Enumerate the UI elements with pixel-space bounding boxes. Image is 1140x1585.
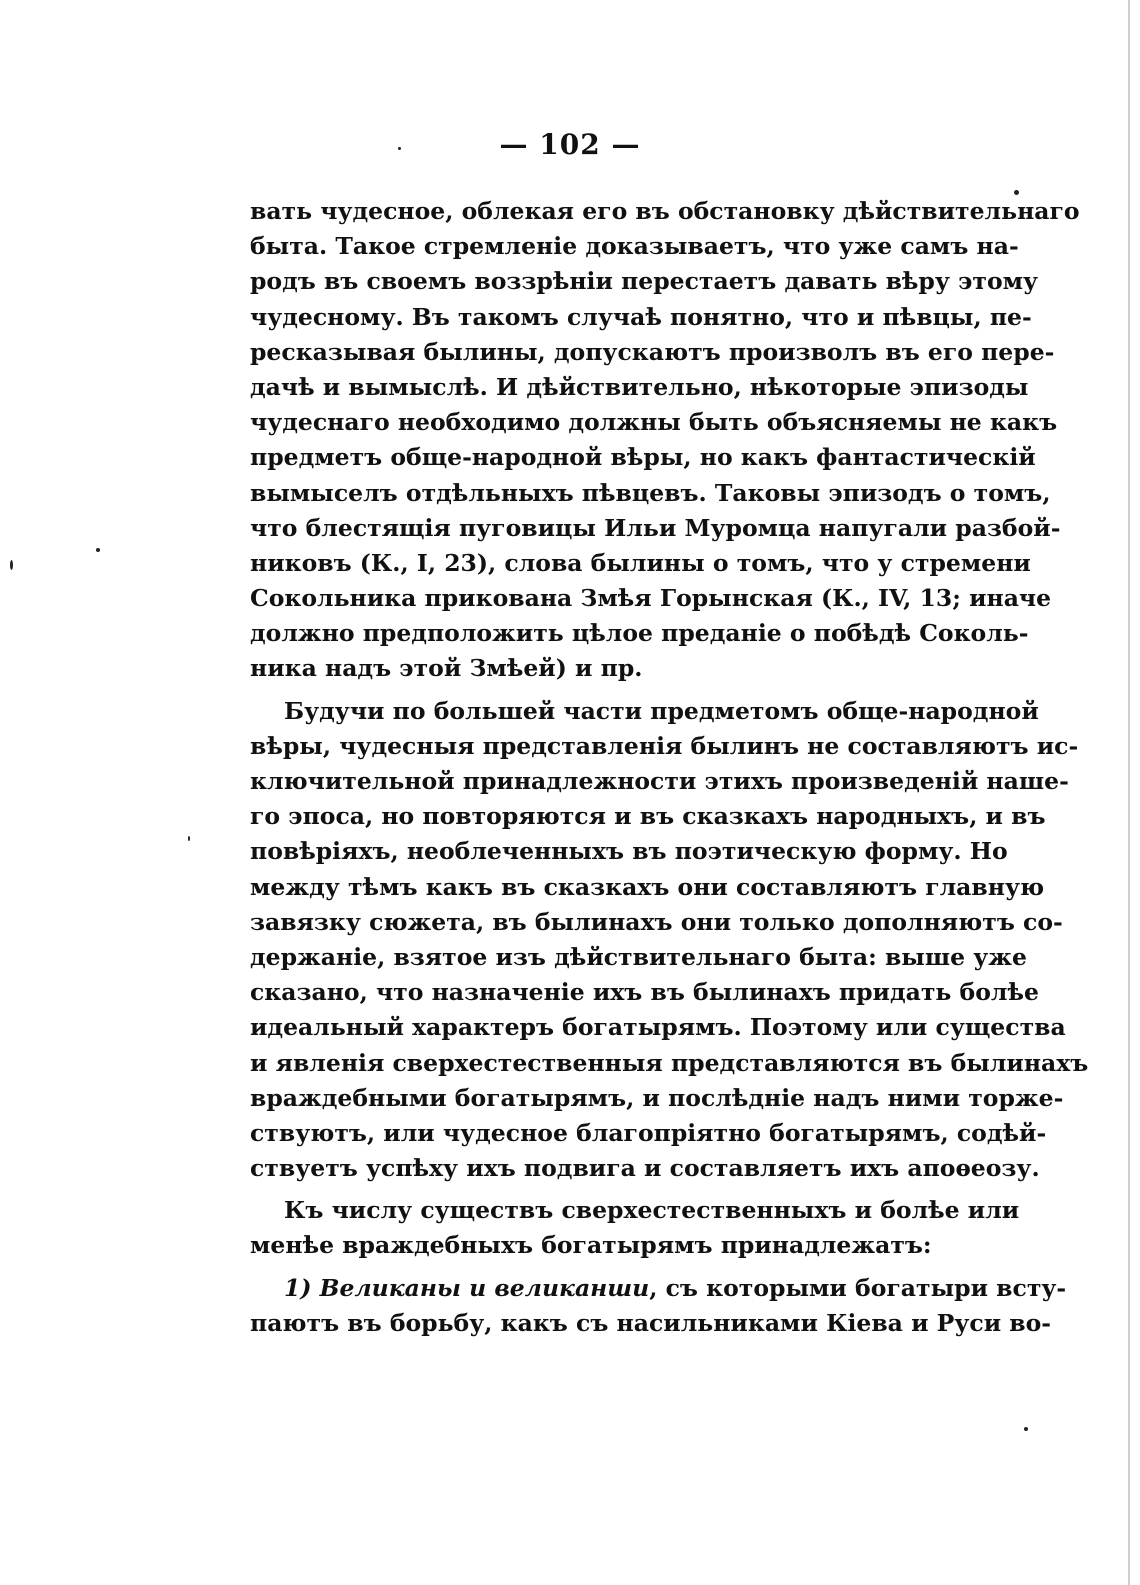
paragraph-gap [250,687,985,694]
text-line: враждебными богатырямъ, и послѣдніе надъ ними торже- [250,1083,1064,1112]
page-edge-rule [1128,0,1130,1585]
paragraph-gap [250,1186,985,1193]
scan-speck [188,836,190,841]
text-line: ресказывая былины, допускаютъ произволъ въ его пере- [250,337,1055,366]
paragraph-gap [250,1264,985,1271]
paragraph-3 [250,1193,1020,1263]
text-line: Будучи по большей части предметомъ обще-народной [284,696,1039,725]
text-line: между тѣмъ какъ въ сказкахъ они составляютъ главную [250,872,1045,901]
text-line: идеальный характеръ богатырямъ. Поэтому или существа [250,1013,1066,1042]
scan-speck [1014,190,1019,195]
text-line: чудеснаго необходимо должны быть объясняемы не какъ [250,408,1058,437]
text-line: вѣры, чудесныя представленія былинъ не составляютъ ис- [250,731,1079,760]
paragraph-1 [250,194,1080,687]
text-line: менѣе враждебныхъ богатырямъ принадлежатъ: [250,1231,932,1260]
text-line: ника надъ этой Змѣей) и пр. [250,654,643,683]
text-line: ключительной принадлежности этихъ произведеній наше- [250,767,1069,795]
text-line: вымыселъ отдѣльныхъ пѣвцевъ. Таковы эпизодъ о томъ, [250,478,1051,507]
italic-term: 1) Великаны и великанши [284,1273,650,1302]
text-line: дачѣ и вымыслѣ. И дѣйствительно, нѣкоторые эпизоды [250,372,1029,401]
text-line: держаніе, взятое изъ дѣйствительнаго быта: выше уже [250,942,1027,971]
text-line: Сокольника прикована Змѣя Горынская (К., IV, 13; иначе [250,584,1052,613]
text-line [250,1271,1067,1306]
body-text [250,194,1089,1341]
text-line: вать чудесное, облекая его въ обстановку дѣйствительнаго [250,197,1080,225]
text-fragment: , съ которыми богатыри всту- [649,1273,1067,1302]
paragraph-4 [250,1271,1067,1341]
text-line: повѣріяхъ, необлеченныхъ въ поэтическую форму. Но [250,837,1008,866]
text-line: паютъ въ борьбу, какъ съ насильниками Кіева и Руси во- [250,1308,1052,1337]
text-line: быта. Такое стремленіе доказываетъ, что уже самъ на- [250,232,1019,261]
text-line: и явленія сверхестественныя представляются въ былинахъ [250,1048,1089,1077]
scan-speck [96,548,100,552]
page-number: — 102 — [499,128,641,161]
text-line: предметъ обще-народной вѣры, но какъ фантастическій [250,443,1036,472]
text-line: ствуетъ успѣху ихъ подвига и составляетъ ихъ апоѳеозу. [250,1154,1040,1183]
text-line: Къ числу существъ сверхестественныхъ и болѣе или [284,1196,1020,1225]
text-line: сказано, что назначеніе ихъ въ былинахъ придать болѣе [250,978,1039,1007]
paragraph-2 [250,694,1089,1187]
text-line: что блестящія пуговицы Ильи Муромца напугали разбой- [250,513,1061,542]
text-line: никовъ (К., I, 23), слова былины о томъ, что у стремени [250,548,1031,577]
text-line: ствуютъ, или чудесное благопріятно богатырямъ, содѣй- [250,1118,1047,1147]
text-line: чудесному. Въ такомъ случаѣ понятно, что и пѣвцы, пе- [250,302,1032,331]
text-line: завязку сюжета, въ былинахъ они только дополняютъ со- [250,907,1063,936]
text-line: го эпоса, но повторяются и въ сказкахъ народныхъ, и въ [250,802,1046,831]
text-line: родъ въ своемъ воззрѣніи перестаетъ давать вѣру этому [250,267,1039,296]
text-line: должно предположить цѣлое преданіе о побѣдѣ Соколь- [250,619,1029,648]
scan-speck [398,147,401,150]
scan-speck [10,560,13,570]
scan-speck [1024,1427,1028,1431]
